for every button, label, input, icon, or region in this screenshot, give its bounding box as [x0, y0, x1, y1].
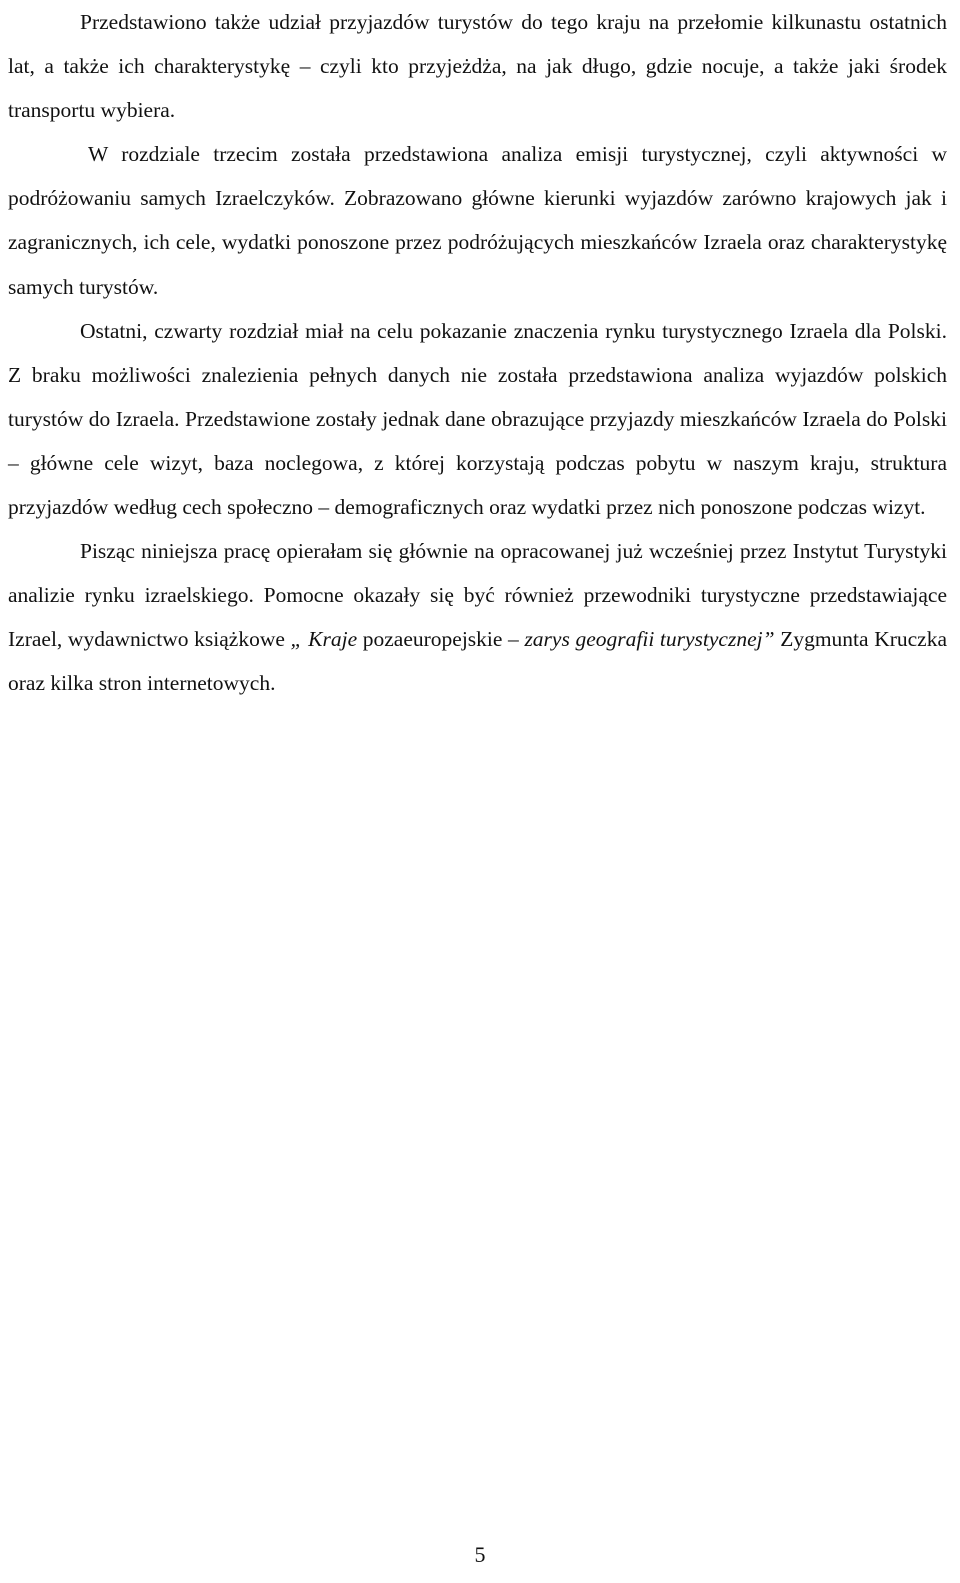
- paragraph-4-text-c: Zygmunta Kruczka oraz kilka stron internetowych.: [8, 627, 948, 696]
- paragraph-1: Przedstawiono także udział przyjazdów turystów do tego kraju na przełomie kilkunastu ostatnich lat, a także ich charakterystykę – czyli kto przyjeżdża, na jak długo, gdzie nocuje, a także jaki środek transportu wybiera.: [8, 10, 947, 123]
- paragraph-4-text-b: pozaeuropejskie –: [357, 627, 525, 652]
- paragraph-4: [8, 529, 947, 705]
- document-body: [8, 0, 947, 706]
- page-number: 5: [474, 1542, 486, 1567]
- paragraph-4-text-a: Pisząc niniejsza pracę opierałam się głównie na opracowanej już wcześniej przez Instytut Turystyki analizie rynku izraelskiego. Pomocne okazały się być również przewodniki turystyczne przedstawiające Izrael, wydawnictwo książkowe: [8, 539, 947, 652]
- paragraph-4-italic-b: zarys geografii turystycznej”: [524, 627, 775, 652]
- paragraph-3: Ostatni, czwarty rozdział miał na celu pokazanie znaczenia rynku turystycznego Izraela dla Polski. Z braku możliwości znalezienia pełnych danych nie została przedstawiona analiza wyjazdów polskich turystów do Izraela. Przedstawione zostały jednak dane obrazujące przyjazdy mieszkańców Izraela do Polski – główne cele wizyt, baza noclegowa, z której korzystają podczas pobytu w naszym kraju, struktura przyjazdów według cech społeczno – demograficznych oraz wydatki przez nich ponoszone podczas wizyt.: [8, 318, 947, 520]
- paragraph-2: W rozdziale trzecim została przedstawiona analiza emisji turystycznej, czyli aktywności w podróżowaniu samych Izraelczyków. Zobrazowano główne kierunki wyjazdów zarówno krajowych jak i zagranicznych, ich cele, wydatki ponoszone przez podróżujących mieszkańców Izraela oraz charakterystykę samych turystów.: [8, 142, 947, 299]
- paragraph-4-italic-a: „ Kraje: [290, 627, 358, 652]
